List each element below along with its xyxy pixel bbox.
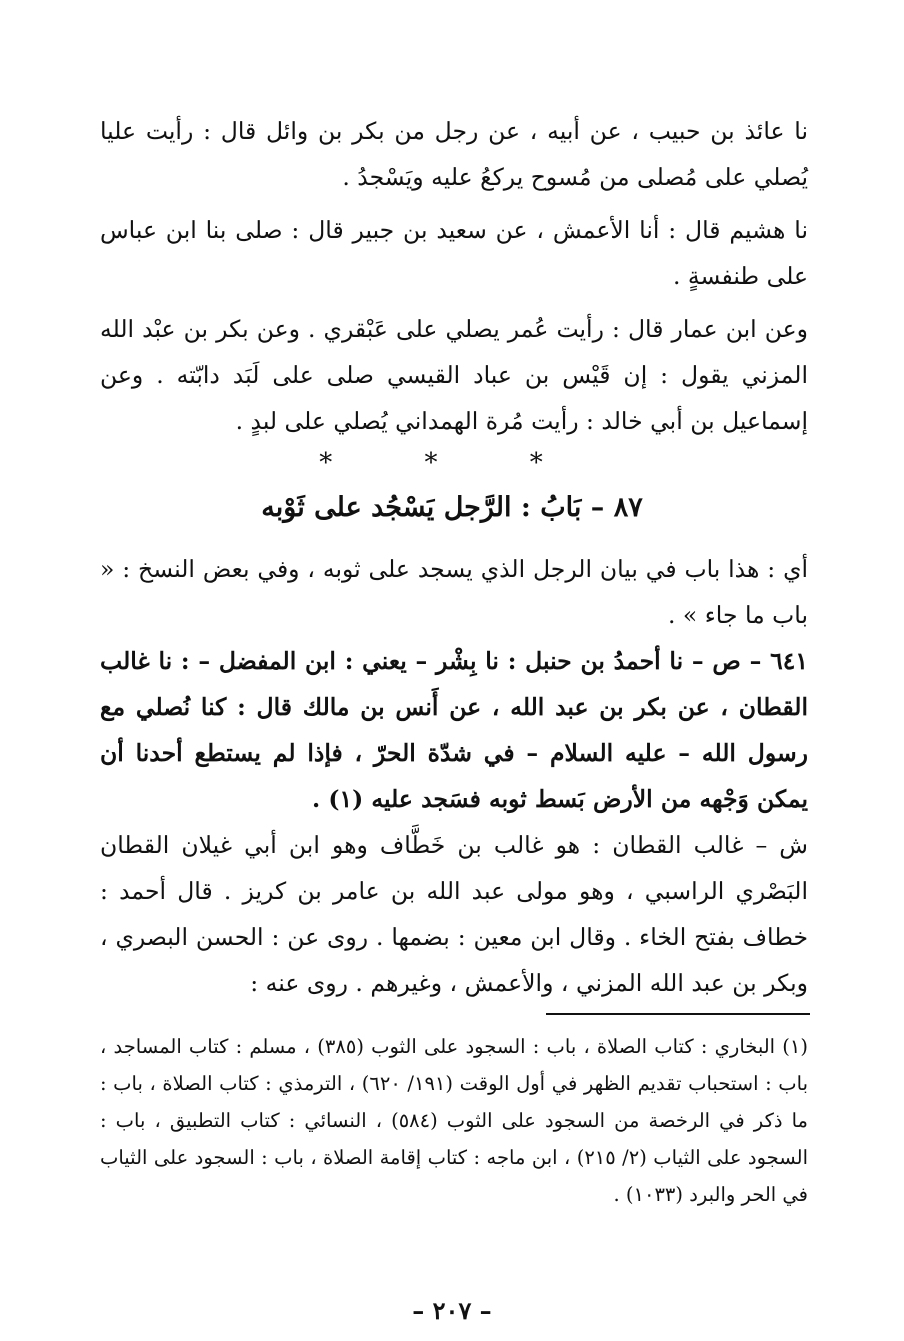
section-divider-stars: * * * <box>319 448 585 478</box>
paragraph-hadith-umar <box>100 306 808 444</box>
paragraph-text: نا عائذ بن حبيب ، عن أبيه ، عن رجل من بكر بن وائل قال : رأيت عليا يُصلي على مُصلى من مُسوح يركعُ عليه ويَسْجدُ . <box>100 117 808 191</box>
paragraph-text: وعن ابن عمار قال : رأيت عُمر يصلي على عَبْقري . وعن بكر بن عبْد الله المزني يقول : إن قَيْس بن عباد القيسي صلى على لَبَد دابّته . وعن إسماعيل بن أبي خالد : رأيت مُرة الهمداني يُصلي على لبدٍ . <box>100 315 808 435</box>
footnote <box>100 1028 808 1213</box>
paragraph-hadith-ali <box>100 108 808 200</box>
paragraph-chapter-explanation <box>100 546 808 638</box>
section-heading: ٨٧ – بَابُ : الرَّجل يَسْجُد على ثَوْبه <box>261 492 643 523</box>
paragraph-hadith-ibn-abbas <box>100 207 808 299</box>
paragraph-commentary <box>100 822 808 1006</box>
paragraph-hadith-641 <box>100 638 808 822</box>
page-number: – ٢٠٧ – <box>412 1296 492 1325</box>
paragraph-text: ٦٤١ – ص – نا أحمدُ بن حنبل : نا بِشْر – يعني : ابن المفضل – : نا غالب القطان ، عن بكر بن عبد الله ، عن أَنس بن مالك قال : كنا نُصلي مع رسول الله – عليه السلام – في شدّة الحرّ ، فإذا لم يستطع أحدنا أن يمكن وَجْهه من الأرض بَسط ثوبه فسَجد عليه (١) . <box>100 647 808 813</box>
paragraph-text: ش – غالب القطان : هو غالب بن خَطَّاف وهو ابن أبي غيلان القطان البَصْري الراسبي ، وهو مولى عبد الله بن عامر بن كريز . قال أحمد : خطاف بفتح الخاء . وقال ابن معين : بضمها . روى عن : الحسن البصري ، وبكر بن عبد الله المزني ، والأعمش ، وغيرهم . روى عنه : <box>100 831 808 997</box>
paragraph-text: أي : هذا باب في بيان الرجل الذي يسجد على ثوبه ، وفي بعض النسخ : « باب ما جاء » . <box>100 555 808 629</box>
footnote-separator <box>546 1013 810 1015</box>
paragraph-text: نا هشيم قال : أنا الأعمش ، عن سعيد بن جبير قال : صلى بنا ابن عباس على طنفسةٍ . <box>100 216 808 290</box>
footnote-text: (١) البخاري : كتاب الصلاة ، باب : السجود على الثوب (٣٨٥) ، مسلم : كتاب المساجد ، باب : استحباب تقديم الظهر في أول الوقت (١٩١/ ٦٢٠) ، الترمذي : كتاب الصلاة ، باب : ما ذكر في الرخصة من السجود على الثوب (٥٨٤) ، النسائي : كتاب التطبيق ، باب : السجود على الثياب (٢/ ٢١٥) ، ابن ماجه : كتاب إقامة الصلاة ، باب : السجود على الثياب في الحر والبرد (١٠٣٣) . <box>100 1035 809 1206</box>
